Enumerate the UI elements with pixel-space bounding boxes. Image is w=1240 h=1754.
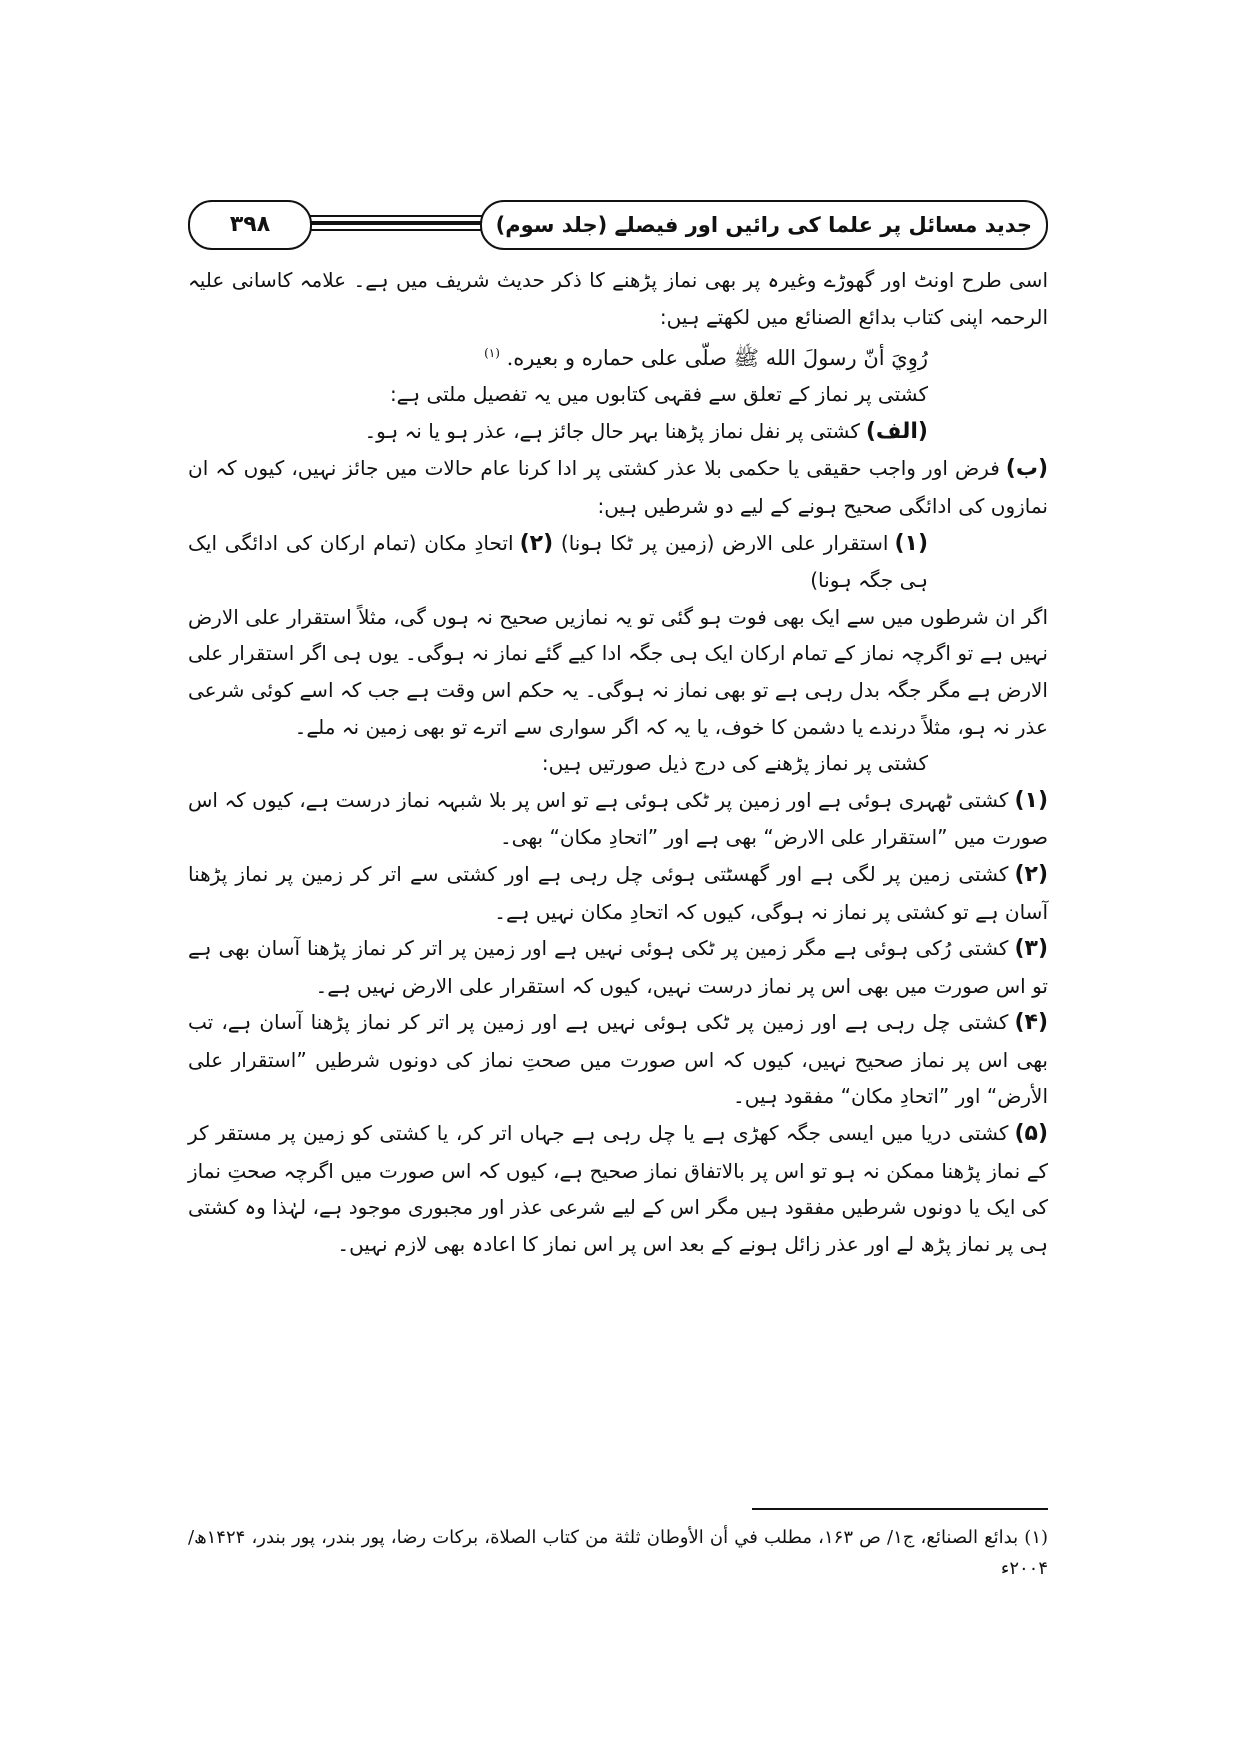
body-text	[188, 262, 1048, 1262]
item-label: (الف)	[865, 418, 928, 444]
footnote-ref: (۱)	[484, 346, 500, 361]
paragraph: اگر ان شرطوں میں سے ایک بھی فوت ہو گئی تو یہ نمازیں صحیح نہ ہوں گی، مثلاً استقرار علی الارض نہیں ہے تو اگرچہ نماز کے تمام ارکان ایک ہی جگہ ادا کیے گئے نماز نہ ہوگی۔ یوں ہی اگر استقرار علی الارض ہے مگر جگہ بدل رہی ہے تو بھی نماز نہ ہوگی۔ یہ حکم اس وقت ہے جب کہ اسے کوئی شرعی عذر نہ ہو، مثلاً درندے یا دشمن کا خوف، یا یہ کہ اگر سواری سے اترے تو بھی زمین نہ ملے۔	[188, 604, 1048, 739]
case-5	[188, 1115, 1048, 1262]
item-text: کشتی پر نفل نماز پڑھنا بہر حال جائز ہے، عذر ہو یا نہ ہو۔	[364, 418, 860, 443]
item-label: (۱)	[1014, 787, 1048, 813]
item-text: کشتی رُکی ہوئی ہے مگر زمین پر ٹکی ہوئی نہیں ہے اور زمین پر اتر کر نماز پڑھنا آسان بھی ہے تو اس صورت میں بھی اس پر نماز درست نہیں، کیوں کہ استقرار علی الارض نہیں ہے۔	[188, 936, 1048, 998]
item-label: (۲)	[519, 530, 554, 556]
item-text: کشتی زمین پر لگی ہے اور گھسٹتی ہوئی چل رہی ہے اور کشتی سے اتر کر زمین پر نماز پڑھنا آسان ہے تو کشتی پر نماز نہ ہوگی، کیوں کہ اتحادِ مکان نہیں ہے۔	[188, 861, 1048, 924]
conditions	[188, 525, 1048, 599]
case-4	[188, 1004, 1048, 1115]
item-label: (۳)	[1014, 936, 1048, 962]
footnote: (۱) بدائع الصنائع، ج۱/ ص ۱۶۳، مطلب في أن الأوطان ثلثة من كتاب الصلاة، بركات رضا، پور بندر، پور بندر، ۱۴۲۴ھ/ ۲۰۰۴ء	[188, 1527, 1049, 1579]
item-text: استقرار علی الارض (زمین پر ٹکا ہونا)	[560, 530, 889, 555]
ruling-alif	[188, 413, 1048, 451]
running-title: جدید مسائل پر علما کی رائیں اور فیصلے (جلد سوم)	[480, 200, 1048, 250]
item-label: (۱)	[894, 530, 928, 556]
item-text: کشتی ٹھہری ہوئی ہے اور زمین پر ٹکی ہوئی ہے تو اس پر بلا شبہہ نماز درست ہے، کیوں کہ اس صورت میں ”استقرار علی الارض“ بھی ہے اور ”اتحادِ مکان“ بھی۔	[188, 787, 1048, 850]
item-label: (۲)	[1014, 861, 1048, 887]
footnote-divider	[752, 1508, 1048, 1510]
case-1	[188, 782, 1048, 856]
case-2	[188, 856, 1048, 930]
item-text: کشتی چل رہی ہے اور زمین پر ٹکی ہوئی نہیں ہے اور زمین پر اتر کر نماز پڑھنا آسان ہے، تب بھی اس پر نماز صحیح نہیں، کیوں کہ اس صورت میں صحتِ نماز کی دونوں شرطیں ”استقرار علی الأرض“ اور ”اتحادِ مکان“ مفقود ہیں۔	[188, 1010, 1048, 1109]
item-label: (۵)	[1014, 1121, 1048, 1147]
ruling-be	[188, 450, 1048, 524]
arabic-quote-text: رُوِيَ أنّ رسولَ الله ﷺ صلّى على حماره و بعيره.	[506, 346, 928, 371]
item-label: (ب)	[1005, 456, 1048, 482]
item-text: فرض اور واجب حقیقی یا حکمی بلا عذر کشتی پر ادا کرنا عام حالات میں جائز نہیں، کیوں کہ ان نمازوں کی ادائگی صحیح ہونے کے لیے دو شرطیں ہیں:	[188, 456, 1048, 518]
page-header	[188, 200, 1048, 246]
paragraph: اسی طرح اونٹ اور گھوڑے وغیرہ پر بھی نماز پڑھنے کا ذکر حدیث شریف میں ہے۔ علامہ کاسانی علیہ الرحمہ اپنی کتاب بدائع الصنائع میں لکھتے ہیں:	[188, 268, 1048, 329]
item-label: (۴)	[1014, 1010, 1048, 1036]
case-3	[188, 930, 1048, 1004]
paragraph: کشتی پر نماز پڑھنے کی درج ذیل صورتیں ہیں:	[541, 751, 928, 776]
paragraph: کشتی پر نماز کے تعلق سے فقہی کتابوں میں یہ تفصیل ملتی ہے:	[389, 382, 928, 407]
item-text: کشتی دریا میں ایسی جگہ کھڑی ہے یا چل رہی ہے جہاں اتر کر، یا کشتی کو زمین پر مستقر کر کے نماز پڑھنا ممکن نہ ہو تو اس پر بالاتفاق نماز صحیح ہے، کیوں کہ اس صورت میں اگرچہ صحتِ نماز کی ایک یا دونوں شرطیں مفقود ہیں مگر اس کے لیے شرعی عذر اور مجبوری موجود ہے، لہٰذا وہ کشتی ہی پر نماز پڑھ لے اور عذر زائل ہونے کے بعد اس پر اس نماز کا اعادہ بھی لازم نہیں۔	[188, 1121, 1048, 1256]
arabic-quote	[188, 335, 1048, 376]
page-number: ۳۹۸	[188, 200, 312, 250]
item-text: اتحادِ مکان (تمام ارکان کی ادائگی ایک ہی جگہ ہونا)	[188, 530, 928, 593]
